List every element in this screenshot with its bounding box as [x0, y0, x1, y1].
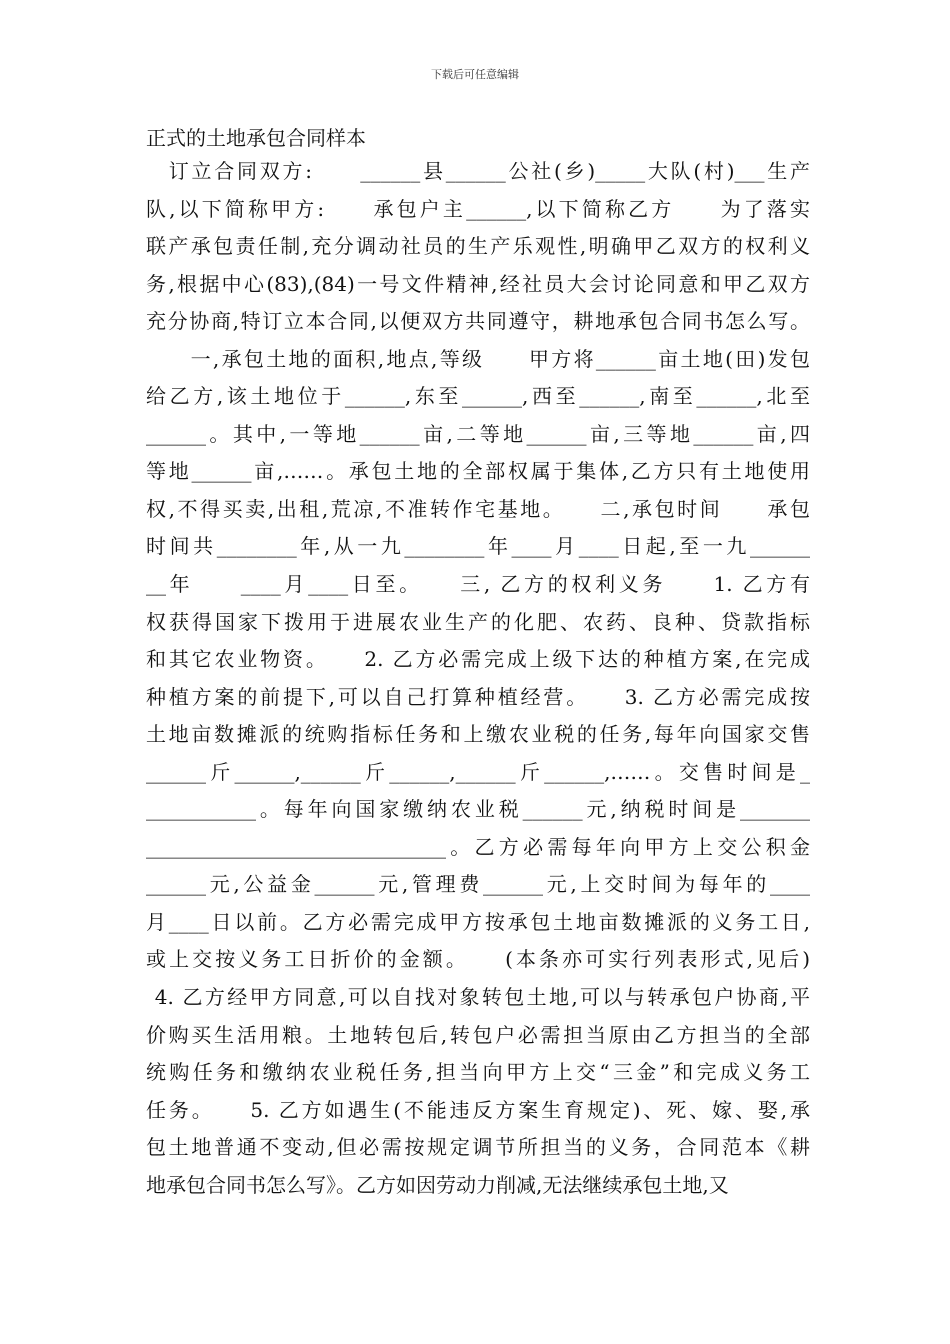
contract-text-line: 种植方案的前提下,可以自己打算种植经营。 3. 乙方必需完成按	[146, 684, 810, 709]
contract-text-line: 和其它农业物资。 2. 乙方必需完成上级下达的种植方案,在完成	[146, 647, 810, 672]
contract-text-line: ___________。每年向国家缴纳农业税______元,纳税时间是_______	[146, 797, 810, 822]
contract-body	[146, 153, 810, 1204]
contract-text-line: 给乙方,该土地位于______,东至______,西至______,南至______,北至	[146, 384, 810, 409]
document-title: 正式的土地承包合同样本	[146, 126, 366, 150]
contract-text-line: 充分协商,特订立本合同,以便双方共同遵守，耕地承包合同书怎么写。	[146, 309, 810, 334]
contract-text-line: ______斤______,______斤______,______斤______,……。交售时间是_	[146, 759, 810, 784]
contract-text-line: 4. 乙方经甲方同意,可以自找对象转包土地,可以与转承包户协商,平	[146, 985, 810, 1010]
contract-text-line: 包土地普通不变动,但必需按规定调节所担当的义务，合同范本《耕	[146, 1135, 810, 1160]
contract-text-line: 地承包合同书怎么写》。乙方如因劳动力削减,无法继续承包土地,又	[146, 1172, 729, 1197]
contract-text-line: ______________________________。乙方必需每年向甲方上交公积金	[146, 834, 810, 859]
contract-text-line: 联产承包责任制,充分调动社员的生产乐观性,明确甲乙双方的权利义	[146, 234, 810, 259]
contract-text-line: 土地亩数摊派的统购指标任务和上缴农业税的任务,每年向国家交售	[146, 722, 810, 747]
contract-text-line: __年 ____月____日至。 三, 乙方的权利义务 1. 乙方有	[146, 572, 810, 597]
contract-text-line: ______。其中,一等地______亩,二等地______亩,三等地______亩,四	[146, 421, 810, 446]
contract-text-line: 务,根据中心(83),(84)一号文件精神,经社员大会讨论同意和甲乙双方	[146, 271, 810, 296]
contract-text-line: ______元,公益金______元,管理费______元,上交时间为每年的____	[146, 872, 810, 897]
contract-text-line: 订立合同双方: ______县______公社(乡)_____大队(村)___生产	[146, 159, 810, 183]
contract-text-line: 月____日以前。乙方必需完成甲方按承包土地亩数摊派的义务工日,	[146, 909, 810, 934]
contract-text-line: 队,以下简称甲方: 承包户主______,以下简称乙方 为了落实	[146, 196, 810, 221]
contract-text-line: 统购任务和缴纳农业税任务,担当向甲方上交“三金”和完成义务工	[146, 1060, 810, 1085]
contract-text-line: 或上交按义务工日折价的金额。 (本条亦可实行列表形式,见后)	[146, 947, 810, 972]
page-header-note: 下载后可任意编辑	[431, 68, 519, 81]
contract-text-line: 权获得国家下拨用于进展农业生产的化肥、农药、良种、贷款指标	[146, 609, 810, 634]
contract-text-line: 一,承包土地的面积,地点,等级 甲方将______亩土地(田)发包	[146, 346, 810, 371]
contract-text-line: 等地______亩,……。承包土地的全部权属于集体,乙方只有土地使用	[146, 459, 810, 484]
contract-text-line: 权,不得买卖,出租,荒凉,不准转作宅基地。 二,承包时间 承包	[146, 496, 810, 521]
contract-text-line: 任务。 5. 乙方如遇生(不能违反方案生育规定)、死、嫁、娶,承	[146, 1097, 810, 1122]
contract-text-line: 时间共________年,从一九________年____月____日起,至一九______	[146, 534, 810, 559]
contract-text-line: 价购买生活用粮。土地转包后,转包户必需担当原由乙方担当的全部	[146, 1022, 810, 1047]
